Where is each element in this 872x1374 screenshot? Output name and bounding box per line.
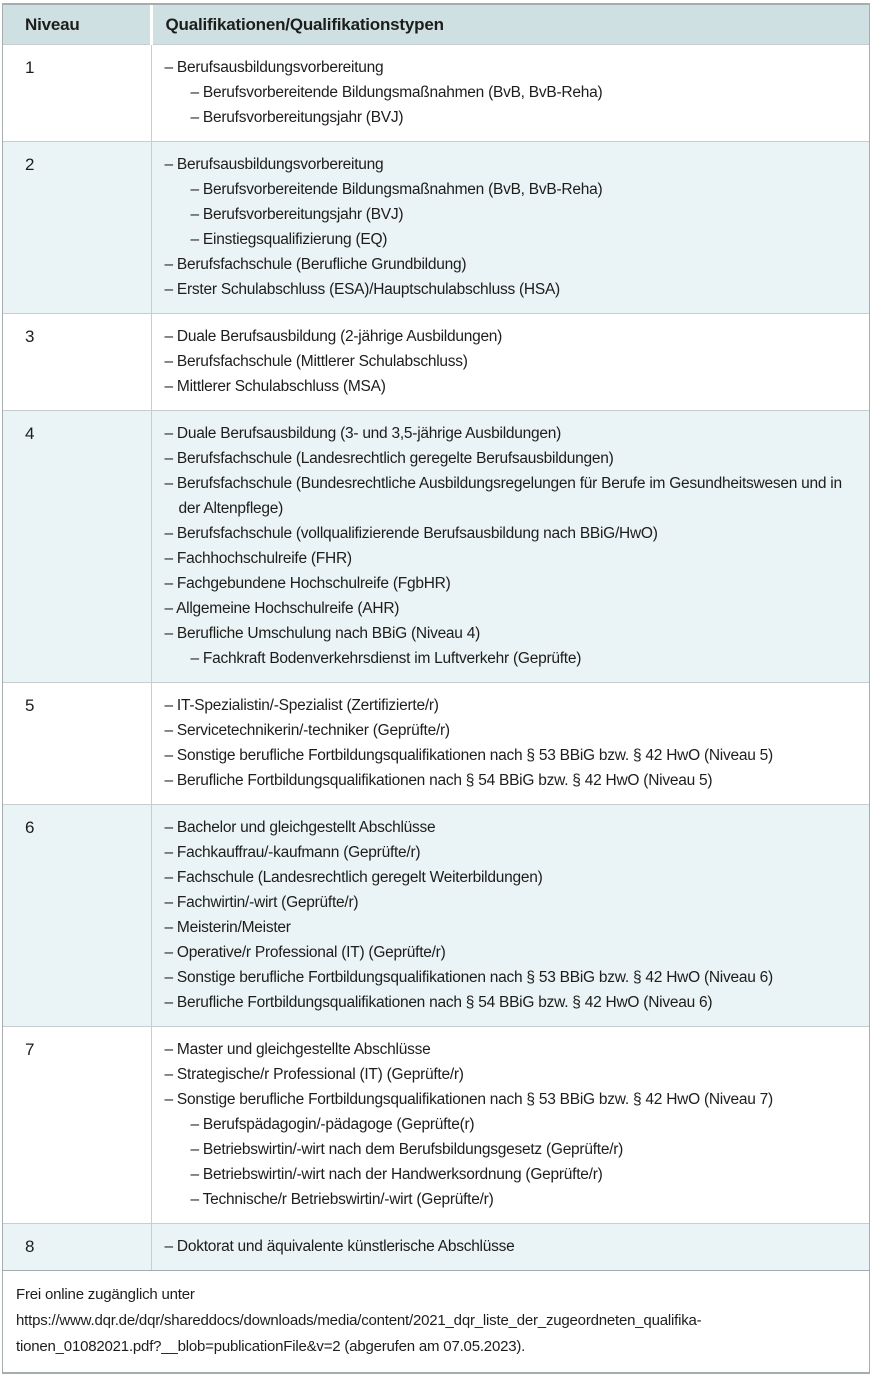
qualification-item: – Fachschule (Landesrechtlich geregelt Weiterbildungen) [164,869,543,886]
qualification-list [151,683,869,805]
header-row [3,5,869,45]
source-note [3,1270,869,1372]
dqr-qualification-table [3,5,869,1270]
qualification-table-frame [2,3,870,1374]
qualification-list [151,411,869,683]
qualification-item: – Berufsausbildungsvorbereitung [164,59,384,76]
qualification-item: – Berufsfachschule (vollqualifizierende Berufsausbildung nach BBiG/HwO) [164,525,658,542]
niveau-value: 4 [3,411,151,683]
qualification-item: – Allgemeine Hochschulreife (AHR) [164,600,400,617]
qualification-item: – Fachwirtin/-wirt (Geprüfte/r) [164,894,359,911]
qualification-item: – Duale Berufsausbildung (2-jährige Ausbildungen) [164,328,503,345]
qualification-item: – Sonstige berufliche Fortbildungsqualifikationen nach § 53 BBiG bzw. § 42 HwO (Niveau 5) [164,747,773,764]
table-row-niveau-1 [3,45,869,142]
niveau-value: 1 [3,45,151,142]
qualification-item: – Berufsausbildungsvorbereitung [164,156,384,173]
table-row-niveau-2 [3,142,869,314]
qualification-item: – Doktorat und äquivalente künstlerische Abschlüsse [164,1238,515,1255]
qualification-item: – Betriebswirtin/-wirt nach dem Berufsbildungsgesetz (Geprüfte/r) [190,1141,624,1158]
qualification-item: – Berufsvorbereitungsjahr (BVJ) [190,206,404,223]
table-row-niveau-5 [3,683,869,805]
niveau-value: 2 [3,142,151,314]
qualification-item: – Berufsvorbereitende Bildungsmaßnahmen (BvB, BvB-Reha) [190,84,603,101]
qualification-list [151,45,869,142]
qualification-list [151,314,869,411]
qualification-item: – Berufsfachschule (Bundesrechtliche Ausbildungsregelungen für Berufe im Gesundheitswesen und in der Altenpflege) [164,475,842,517]
qualification-item: – Servicetechnikerin/-techniker (Geprüfte/r) [164,722,450,739]
qualification-list [151,1224,869,1271]
table-row-niveau-4 [3,411,869,683]
qualification-item: – Technische/r Betriebswirtin/-wirt (Geprüfte/r) [190,1191,494,1208]
qualification-item: – Sonstige berufliche Fortbildungsqualifikationen nach § 53 BBiG bzw. § 42 HwO (Niveau 6) [164,969,773,986]
qualification-item: – Mittlerer Schulabschluss (MSA) [164,378,386,395]
qualification-item: – Fachhochschulreife (FHR) [164,550,352,567]
qualification-item: – Berufliche Fortbildungsqualifikationen nach § 54 BBiG bzw. § 42 HwO (Niveau 6) [164,994,713,1011]
qualification-item: – Fachkauffrau/-kaufmann (Geprüfte/r) [164,844,421,861]
header-niveau: Niveau [3,5,151,45]
qualification-item: – IT-Spezialistin/-Spezialist (Zertifizierte/r) [164,697,439,714]
source-note-line2: tionen_01082021.pdf?__blob=publicationFile&v=2 (abgerufen am 07.05.2023). [16,1338,526,1355]
qualification-item: – Berufliche Fortbildungsqualifikationen nach § 54 BBiG bzw. § 42 HwO (Niveau 5) [164,772,713,789]
qualification-item: – Berufsfachschule (Berufliche Grundbildung) [164,256,467,273]
qualification-item: – Berufspädagogin/-pädagoge (Geprüfte(r) [190,1116,475,1133]
qualification-item: – Einstiegsqualifizierung (EQ) [190,231,388,248]
qualification-item: – Berufsfachschule (Landesrechtlich geregelte Berufsausbildungen) [164,450,614,467]
header-qualifications: Qualifikationen/Qualifikationstypen [151,5,869,45]
qualification-item: – Duale Berufsausbildung (3- und 3,5-jährige Ausbildungen) [164,425,562,442]
source-note-line1: Frei online zugänglich unter https://www.dqr.de/dqr/shareddocs/downloads/media/content/2021_dqr_liste_der_zugeordneten_qualifika- [16,1286,702,1329]
niveau-value: 5 [3,683,151,805]
qualification-item: – Erster Schulabschluss (ESA)/Hauptschulabschluss (HSA) [164,281,560,298]
qualification-item: – Sonstige berufliche Fortbildungsqualifikationen nach § 53 BBiG bzw. § 42 HwO (Niveau 7) [164,1091,773,1108]
qualification-item: – Master und gleichgestellte Abschlüsse [164,1041,431,1058]
qualification-item: – Berufsvorbereitungsjahr (BVJ) [190,109,404,126]
niveau-value: 3 [3,314,151,411]
qualification-item: – Berufliche Umschulung nach BBiG (Niveau 4) [164,625,481,642]
qualification-item: – Strategische/r Professional (IT) (Geprüfte/r) [164,1066,464,1083]
table-row-niveau-7 [3,1027,869,1224]
niveau-value: 8 [3,1224,151,1271]
table-row-niveau-6 [3,805,869,1027]
qualification-item: – Bachelor und gleichgestellt Abschlüsse [164,819,436,836]
qualification-list [151,142,869,314]
qualification-item: – Berufsvorbereitende Bildungsmaßnahmen (BvB, BvB-Reha) [190,181,603,198]
qualification-item: – Fachkraft Bodenverkehrsdienst im Luftverkehr (Geprüfte) [190,650,582,667]
qualification-item: – Fachgebundene Hochschulreife (FgbHR) [164,575,451,592]
qualification-item: – Operative/r Professional (IT) (Geprüfte/r) [164,944,446,961]
qualification-list [151,805,869,1027]
qualification-item: – Berufsfachschule (Mittlerer Schulabschluss) [164,353,468,370]
table-row-niveau-3 [3,314,869,411]
niveau-value: 7 [3,1027,151,1224]
qualification-list [151,1027,869,1224]
qualification-item: – Betriebswirtin/-wirt nach der Handwerksordnung (Geprüfte/r) [190,1166,603,1183]
qualification-item: – Meisterin/Meister [164,919,291,936]
table-row-niveau-8 [3,1224,869,1271]
niveau-value: 6 [3,805,151,1027]
